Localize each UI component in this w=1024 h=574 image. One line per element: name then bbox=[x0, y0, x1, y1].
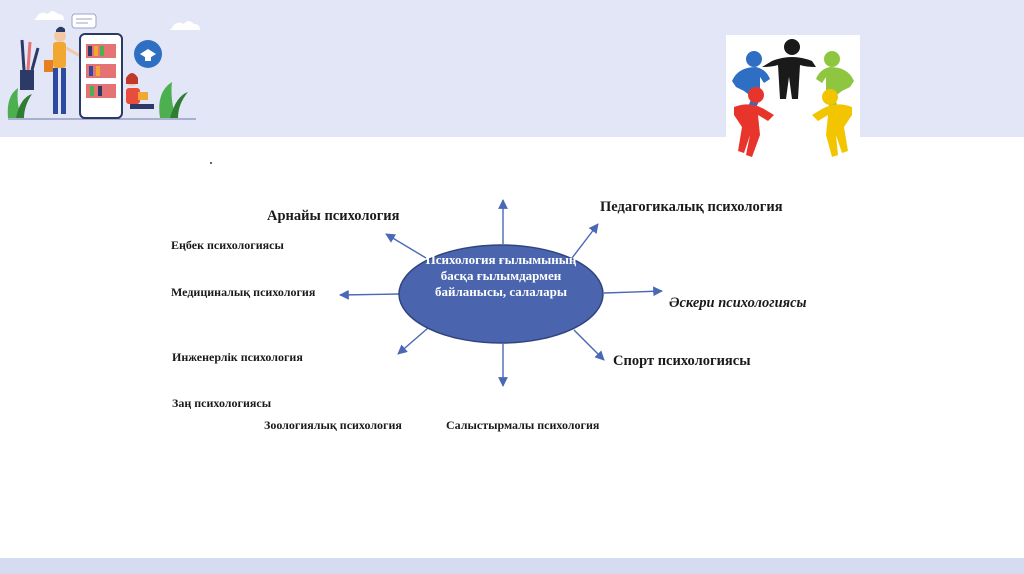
item-legal: Заң психологиясы bbox=[172, 396, 272, 410]
center-topic: Психология ғылымының басқа ғылымдармен байланысы, салалары bbox=[425, 252, 577, 299]
item-labor: Еңбек психологиясы bbox=[171, 238, 284, 252]
item-medical: Медициналық психология bbox=[171, 285, 316, 299]
item-engineering: Инженерлік психология bbox=[172, 350, 303, 364]
branch-military: Әскери психологиясы bbox=[669, 295, 807, 311]
arrow-lower-left bbox=[398, 328, 428, 354]
branch-pedagogical: Педагогикалық психология bbox=[600, 199, 783, 215]
item-comparative: Салыстырмалы психология bbox=[446, 418, 600, 432]
arrow-left bbox=[340, 294, 400, 295]
arrow-lower-right bbox=[574, 330, 604, 360]
branch-arnaiy: Арнайы психология bbox=[267, 208, 400, 224]
arrow-right bbox=[604, 291, 662, 293]
item-zoological: Зоологиялық психология bbox=[264, 418, 402, 432]
branch-sport: Спорт психологиясы bbox=[613, 353, 751, 369]
